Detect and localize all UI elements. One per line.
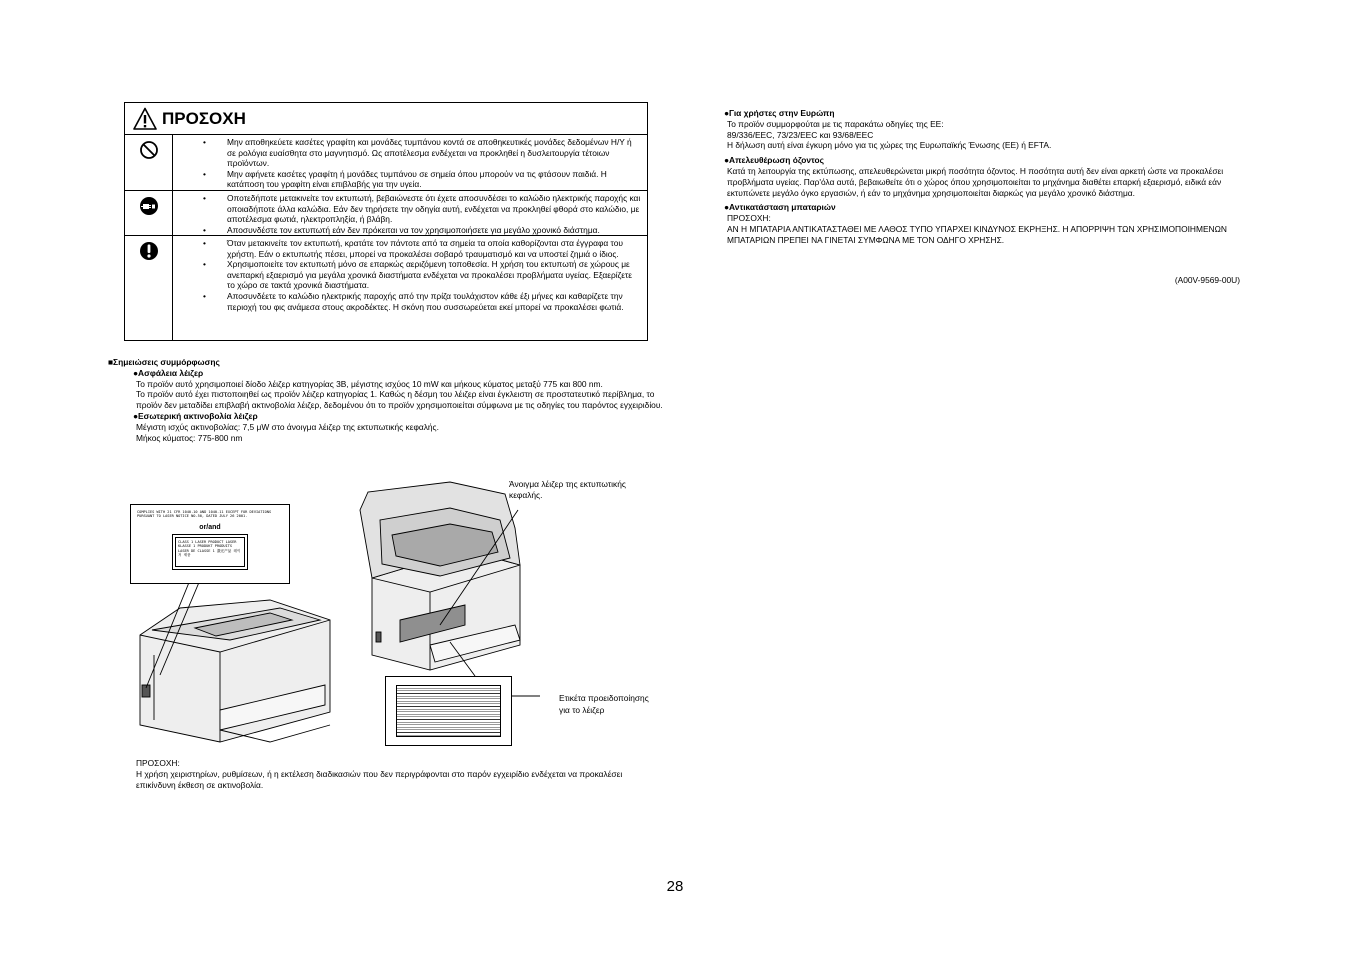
caution-row-prohibition xyxy=(125,135,647,191)
europe-paragraph: Το προϊόν συμμορφούται με τις παρακάτω οδηγίες της ΕΕ: xyxy=(727,118,944,129)
europe-heading: ●Για χρήστες στην Ευρώπη xyxy=(724,108,835,118)
prohibition-icon xyxy=(139,140,159,160)
caution-item: • Χρησιμοποιείτε τον εκτυπωτή μόνο σε επαρκώς αεριζόμενη τοποθεσία. Η χρήση του εκτυπωτή σε χώρους με ανεπαρκή εξαερισμό για μεγάλα χρονικά διαστήματα ενδέχεται να προκαλέσει προβλήματα υγείας. Εξαερίζετε το χώρο σε τακτά χρονικά διαστήματα. xyxy=(203,259,641,291)
caution-item: • Οποτεδήποτε μετακινείτε τον εκτυπωτή, βεβαιώνεστε ότι έχετε αποσυνδέσει το καλώδιο ηλεκτρικής παροχής και οποιαδήποτε άλλα καλώδια. Εάν δεν τηρήσετε την οδηγία αυτή, ενδέχεται να προκληθεί φθορά στο καλώδιο, με αποτέλεσμα φωτιά, ηλεκτροπληξία, ή βλάβη. xyxy=(203,193,641,225)
caution-box xyxy=(124,102,648,341)
compliance-section xyxy=(108,357,678,443)
europe-paragraph: Η δήλωση αυτή είναι έγκυρη μόνο για τις χώρες της Ευρωπαϊκής Ένωσης (ΕΕ) ή EFTA. xyxy=(727,140,1052,151)
radiation-caution-note xyxy=(136,758,656,790)
caution-item: • Αποσυνδέστε τον εκτυπωτή εάν δεν πρόκειται να τον χρησιμοποιήσετε για μεγάλο χρονικό διάστημα. xyxy=(203,225,641,236)
ozone-paragraph: Κατά τη λειτουργία της εκτύπωσης, απελευθερώνεται μικρή ποσότητα όζοντος. Η ποσότητα αυτή δεν είναι αρκετή ώστε να προκαλέσει προβλήματα υγείας. Παρ'όλα αυτά, βεβαιωθείτε ότι ο χώρος όπου χρησιμοποιείται το μηχάνημα διαθέτει επαρκή εξαερισμό, ειδικά εάν εκτυπώνετε μεγάλο όγκο εργασιών, ή εάν το μηχάνημα χρησιμοποιείται διαρκώς για μεγάλο χρονικό διάστημα. xyxy=(727,165,1224,198)
caution-item: • Αποσυνδέετε το καλώδιο ηλεκτρικής παροχής από την πρίζα τουλάχιστον κάθε έξι μήνες και καθαρίζετε την περιοχή του φις ανάμεσα στους ακροδέκτες. Η σκόνη που συσσωρεύεται εκεί μπορεί να προκαλέσει φωτιά. xyxy=(203,291,641,312)
label-compliance-text: COMPLIES WITH 21 CFR 1040.10 AND 1040.11 EXCEPT FOR DEVIATIONS PURSUANT TO LASER NOTICE NO.50, DATED JULY 26 2001. xyxy=(137,510,272,519)
caution-item: • Όταν μετακινείτε τον εκτυπωτή, κρατάτε τον πάντοτε από τα σημεία τα οποία καθορίζονται στα έγγραφα του χρήστη. Εάν ο εκτυπωτής πέσει, μπορεί να προκαλέσει σοβαρό τραυματισμό και να υποστεί ζημιά ο ίδιος. xyxy=(203,238,641,259)
battery-heading: ●Αντικατάσταση μπαταριών xyxy=(724,202,836,213)
laser-warning-label xyxy=(385,676,512,746)
aperture-caption: Άνοιγμα λέιζερ της εκτυπωτικής κεφαλής. xyxy=(509,479,626,500)
caution-row-exclamation xyxy=(125,236,647,340)
laser-safety-heading: ●Ασφάλεια λέιζερ xyxy=(133,367,204,378)
internal-radiation-paragraph: Μέγιστη ισχύς ακτινοβολίας: 7,5 μW στο άνοιγμα λέιζερ της εκτυπωτικής κεφαλής. xyxy=(136,421,439,432)
page-number: 28 xyxy=(666,878,684,895)
laser-compliance-label xyxy=(130,504,290,584)
label-class1-text: CLASS 1 LASER PRODUCT LASER KLASSE 1 PRODUKT PRODUITS LASER DE CLASSE 1 激光产品 레이저 제품 xyxy=(175,537,245,567)
caution-label: ΠΡΟΣΟΧΗ: xyxy=(136,758,180,768)
warning-triangle-icon xyxy=(133,107,157,131)
ozone-heading: ●Απελευθέρωση όζοντος xyxy=(724,155,824,166)
caution-title: ΠΡΟΣΟΧΗ xyxy=(162,108,246,128)
caution-row-unplug xyxy=(125,191,647,236)
warning-label-caption: Ετικέτα προειδοποίησης για το λέιζερ xyxy=(559,693,649,715)
wavelength-paragraph: Μήκος κύματος: 775-800 nm xyxy=(136,432,243,443)
exclamation-icon xyxy=(139,241,159,261)
internal-radiation-heading: ●Εσωτερική ακτινοβολία λέιζερ xyxy=(133,410,258,421)
label-or-and: or/and xyxy=(199,523,221,531)
right-column xyxy=(724,108,1244,250)
caution-item: • Μην αποθηκεύετε κασέτες γραφίτη και μονάδες τυμπάνου κοντά σε αποθηκευτικές μονάδες δεδομένων Η/Υ ή σε ρολόγια ευαίσθητα στο μαγνητισμό. Ως αποτέλεσμα ενδέχεται να προκληθεί η δυσλειτουργία τέτοιων προϊόντων. xyxy=(203,137,641,169)
laser-safety-paragraph: Το προϊόν αυτό χρησιμοποιεί δίοδο λέιζερ κατηγορίας 3B, μέγιστης ισχύος 10 mW και μήκους κύματος μεταξύ 775 και 800 nm. xyxy=(136,378,603,389)
laser-safety-paragraph: Το προϊόν αυτό έχει πιστοποιηθεί ως προϊόν λέιζερ κατηγορίας 1. Καθώς η δέσμη του λέιζερ είναι έγκλειστη σε προστατευτικό περίβλημα, το προϊόν δεν μεταδίδει επιβλαβή ακτινοβολία λέιζερ, δεδομένου ότι το προϊόν χρησιμοποιείται σύμφωνα με τις οδηγίες του παρόντος εγχειριδίου. xyxy=(136,389,663,411)
battery-caution-label: ΠΡΟΣΟΧΗ: xyxy=(727,213,771,224)
caution-header xyxy=(125,103,647,135)
battery-paragraph: ΑΝ Η ΜΠΑΤΑΡΙΑ ΑΝΤΙΚΑΤΑΣΤΑΘΕΙ ΜΕ ΛΑΘΟΣ ΤΥΠΟ ΥΠΑΡΧΕΙ ΚΙΝΔΥΝΟΣ ΕΚΡΗΞΗΣ. Η ΑΠΟΡΡΙΨΗ ΤΩΝ ΧΡΗΣΙΜΟΠΟΙΗΜΕΝΩΝ ΜΠΑΤΑΡΙΩΝ ΠΡΕΠΕΙ ΝΑ ΓΙΝΕΤΑΙ ΣΥΜΦΩΝΑ ΜΕ ΤΟΝ ΟΔΗΓΟ ΧΡΗΣΗΣ. xyxy=(727,223,1227,245)
caution-item: • Μην αφήνετε κασέτες γραφίτη ή μονάδες τυμπάνου σε σημεία όπου μπορούν να τις φτάσουν παιδιά. Η κατάποση του γραφίτη είναι επιβλαβής για την υγεία. xyxy=(203,169,641,190)
unplug-icon xyxy=(139,196,159,216)
compliance-heading: ■Σημειώσεις συμμόρφωσης xyxy=(108,357,220,367)
caution-text: Η χρήση χειριστηρίων, ρυθμίσεων, ή η εκτέλεση διαδικασιών που δεν περιγράφονται στο παρόν εγχειρίδιο ενδέχεται να προκαλέσει επικίνδυνη έκθεση σε ακτινοβολία. xyxy=(136,768,623,790)
europe-paragraph: 89/336/EEC, 73/23/EEC και 93/68/EEC xyxy=(727,129,874,140)
document-code: (A00V-9569-00U) xyxy=(1174,275,1240,285)
